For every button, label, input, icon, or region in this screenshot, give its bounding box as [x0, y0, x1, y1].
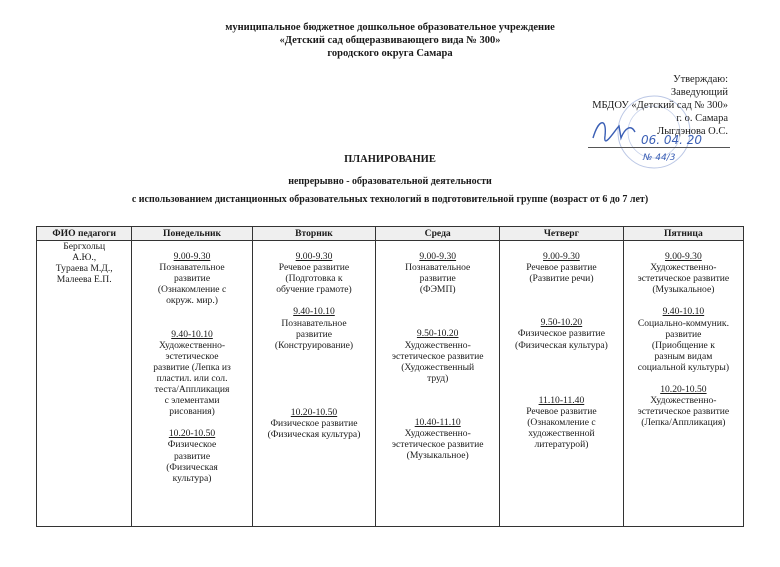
header-monday: Понедельник [132, 227, 252, 241]
approval-line-4: г. о. Самара [676, 113, 728, 124]
activity-block [135, 329, 248, 418]
header-thursday: Четверг [500, 227, 624, 241]
activity-text: Познавательное развитие (Конструирование) [274, 317, 354, 351]
activity-block [627, 306, 740, 373]
header-line-1: муниципальное бюджетное дошкольное образовательное учреждение [225, 22, 555, 33]
activity-time: 10.20-10.50 [168, 428, 216, 440]
activity-time: 9.40-10.10 [171, 328, 213, 340]
activity-time: 9.50-10.20 [416, 328, 459, 340]
activity-text: Познавательное развитие (Ознакомление с окруж. мир.) [157, 262, 227, 307]
activity-text: Физическое развитие (Физическая культура) [166, 439, 218, 484]
monday-cell [132, 241, 252, 527]
activity-time: 9.00-9.30 [295, 251, 333, 263]
activity-block [627, 251, 740, 295]
activity-text: Речевое развитие (Подготовка к обучение грамоте) [276, 262, 352, 296]
activity-block [256, 306, 373, 350]
activity-block [379, 417, 496, 461]
activity-time: 9.40-10.10 [662, 306, 705, 318]
institution-header [0, 21, 780, 60]
approval-line-5: Лыгдэнова О.С. [657, 126, 728, 137]
approval-line-1: Утверждаю: [673, 74, 728, 85]
header-teacher: ФИО педагоги [37, 227, 132, 241]
activity-block [379, 251, 496, 295]
header-wednesday: Среда [376, 227, 500, 241]
page-subtitle-1: непрерывно - образовательной деятельности [288, 176, 492, 187]
activity-text: Физическое развитие (Физическая культура) [515, 328, 608, 351]
activity-time: 9.50-10.20 [540, 317, 583, 329]
activity-block [256, 407, 373, 440]
activity-text: Художественно- эстетическое развитие (Музыкальное) [391, 428, 484, 462]
activity-text: Художественно- эстетическое развитие (Музыкальное) [637, 262, 730, 296]
signature-order: № 44/3 [643, 153, 676, 163]
tuesday-cell [252, 241, 376, 527]
activity-block [135, 251, 248, 306]
signature-date: 06. 04. 20 [641, 133, 703, 147]
activity-text: Художественно- эстетическое развитие (Лепка/Аппликация) [637, 395, 730, 429]
activity-block [256, 251, 373, 295]
activity-time: 9.00-9.30 [543, 251, 580, 263]
activity-block [135, 428, 248, 483]
activity-block [503, 251, 620, 284]
table-row [37, 241, 744, 527]
activity-block [503, 317, 620, 350]
activity-block [503, 395, 620, 450]
activity-text: Физическое развитие (Физическая культура) [267, 417, 361, 441]
activity-time: 9.40-10.10 [293, 306, 335, 318]
activity-text: Художественно- эстетическое развитие (Художественный труд) [391, 339, 484, 384]
activity-text: Речевое развитие (Ознакомление с художественной литературой) [526, 405, 597, 451]
header-line-3: городского округа Самара [327, 48, 453, 59]
approval-line-3: МБДОУ «Детский сад № 300» [592, 100, 728, 111]
page-title: ПЛАНИРОВАНИЕ [344, 154, 436, 165]
activity-text: Познавательное развитие (ФЭМП) [405, 262, 471, 296]
activity-time: 9.00-9.30 [665, 251, 702, 263]
activity-block [379, 328, 496, 383]
activity-text: Социально-коммуник. развитие (Приобщение к разным видам социальной культуры) [637, 317, 730, 373]
activity-text: Художественно- эстетическое развитие (Лепка из пластил. или сол. теста/Аппликация с элементами рисования) [153, 339, 231, 418]
page-subtitle-2: с использованием дистанционных образовательных технологий в подготовительной группе (возраст от 6 до 7 лет) [131, 194, 649, 205]
wednesday-cell [376, 241, 500, 527]
header-tuesday: Вторник [252, 227, 376, 241]
activity-time: 10.40-11.10 [414, 416, 461, 428]
activity-block [627, 384, 740, 428]
activity-time: 10.20-10.50 [290, 406, 338, 418]
activity-time: 10.20-10.50 [660, 384, 707, 396]
activity-time: 9.00-9.30 [173, 251, 211, 263]
header-friday: Пятница [623, 227, 743, 241]
friday-cell [623, 241, 743, 527]
activity-time: 9.00-9.30 [419, 251, 457, 263]
signature-line [588, 147, 730, 148]
header-line-2: «Детский сад общеразвивающего вида № 300» [279, 35, 501, 46]
table-header-row [37, 227, 744, 241]
activity-time: 11.10-11.40 [538, 394, 585, 406]
thursday-cell [500, 241, 624, 527]
approval-line-2: Заведующий [670, 87, 728, 98]
teacher-cell: Бергхольц А.Ю., Тураева М.Д., Малеева Е.П. [37, 241, 132, 527]
schedule-table [36, 226, 744, 527]
activity-text: Речевое развитие (Развитие речи) [526, 262, 597, 285]
